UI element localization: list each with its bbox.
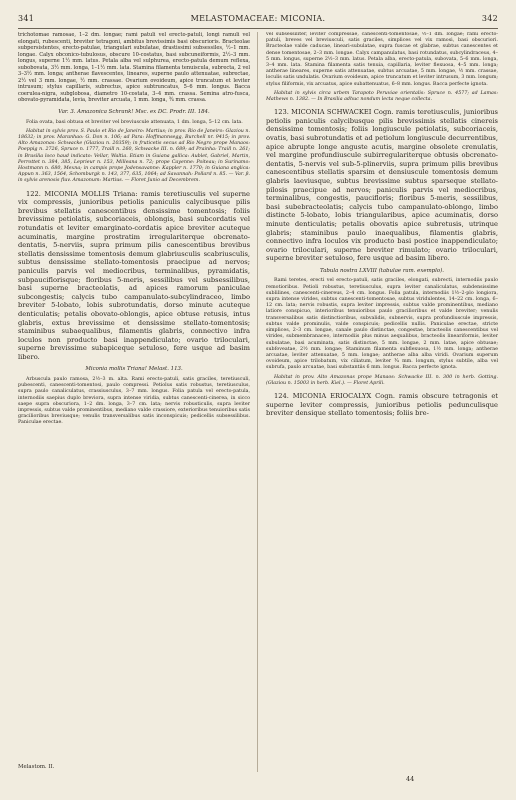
species-synonym: Miconia mollis Triana! Melast. 113. xyxy=(85,366,183,373)
running-title: MELASTOMACEAE: MICONIA. xyxy=(190,14,326,23)
species-description: Rami teretes, erecti vel erecto-patuli, satis graciles, elongati, subrecti, internodiis paulo remotioribus. Petioli robustus, teretiusculus, supra leviter canaliculatus, subdensissime sublilines, canescenti-cinereus, 2–4 cm. longus. Folia patula, internodiis 1½–2-plo longiora, supra intense virides, subtus canescenti-tomentosae, subtus viridulentes, 14–22 cm. longa, 6–12 cm. lata; nervis robustis, supra leviter impressis, subtus valde prominentibus, mediano latiore conspicuo, interioribus tenuioribus paulo gracilioribus et valde breviter; venulis transversalibus satis distinctioribus, subvalidis, subnervis, supra profundiuscule impressis, subtus valde prominulis, valde conspicuis; pedicellis nullis. Paniculae erectae, stricte simplices, 2–3 cm. longae, canale paulo distinctae, congestae, bracteolis canescentibus vel virides, submembranaceo, internodiis plus minus aequalibus, bracteolis lineariformis, leviter subulatae, basi acuminata, satis distinctae, 5 mm. longae, 2 mm. latae, apice obtusae; subfoveatae, 2½ mm. longae; Staminum filamenta subflexuosa, 1½ mm. longa; antherae arcuatae, leviter attenuatae, 5 mm. longae; antherae alba alba viridi. Ovarium superum ovoideum, apice trilobatum, vix ciliatum, leviter ¾ mm. longum, stylus subtile, alba vel subrufa, paulo arcuatae, basi substantiis 6 mm. longus. Bacca perfecte ignota. xyxy=(266,278,498,371)
species-description: Arbuscula paulo ramosa, 2½–3 m. alta. Rami erecto-patuli, satis graciles, teretiusculi, pubescenti, canescenti-tomentosi, paulo compressi. Petiolus satis robustus, teretiusculus, supra paulo canaliculatus, crassiusculus, 3–7 mm. longus. Folia patula vel erecto-patula, internodiis saepius duplo breviora, supra intense viridia, subtus canescenti-cinerea, in sicco saepe supra obscuriora, 1–2 dm. longa, 3–7 cm. lata; nervis robusticulis, supra leviter impressis, subtus valde prominentibus, mediano valde crassiore, exterioribus tenuioribus satis gracilioribus breviusque; venulis transversalibus satis inconspicuis; pedicellis subsessilibus. Paniculae erectae. xyxy=(18,377,250,426)
variety-description: Folia ovata, basi obtusa et breviter vel breviuscule attenuata, 1 dm. longa, 5–12 cm. lata. xyxy=(26,119,243,125)
habitat-paragraph: Habitat in sylvis prov. S. Paulo et Rio de Janeiro: Martius; in prov. Rio de Janeiro: Glaziou n. 18632; in prov. Maranhao: G. Don n. 106; ad Para: Hoffmannsegg, Burchell nr. 9415; in prov. Alto Amazonas: Schwacke (Glaziou n. 20359); in fruticetis secus ad Rio Negro prope Manaos: Poeppig n. 2726, Spruce n. 1777, Traill n. 260, Schwacke III. n. 689; ad Prainha: Traill n. 261; in Brasilia loco haud indicato: Vellar, Waltia. Etiam in Guiana gallica: Aublet, Gabriel, Martin, Perrottet n. 384, 385, Leprieur n. 153, Milleana n. 72; prope Cayenne: Poiteau; in Surinamo: Hostmann n. 680, Mexna; in campis prope Jodensavanne: Kappler n. 1770; in Guiana anglica: Appun n. 363, 1564, Schomburgk n. 143, 377, 635, 1064; ad Savannah: Pollard n. 85. — Var. β. in sylvis arenosis fluv. Amazonum: Martius. — Floret Junio ad Decembrem. xyxy=(18,128,250,184)
habitat-paragraph: Habitat in prov. Alto Amazonas prope Manaos: Schwacke III. n. 300 in herb. Gotting. (Glaziou n. 15003 in herb. Kiel.). — Floret Aprili. xyxy=(266,374,498,386)
signature-number: 44 xyxy=(406,775,415,783)
running-header xyxy=(18,14,498,28)
species-diagnosis: 122. MICONIA MOLLIS Triana: ramis teretiusculis vel superne vix compressis, junioribus petiolis paniculis calycibusque pilis brevibus stellatis canescentibus densissime tomentosis; foliis brevissime petiolatis, subcoriaceis, oblongis, basi subcordatis vel rotundatis et leviter emarginato-cordatis apice breviter acuteque acuminatis, margine prostratim irregulariterque obcrenato-dentatis, 5-nerviis, supra primum pilis canescentibus brevibus stellatis densissime tomentosis demum glabriusculis scabriusculis, subtus densissime stellato-tomentosis praecipue ad nervos; paniculis parvis vel mediocribus, terminalibus, pyramidatis, subpauciflorisque; floribus 5-meris, sessilibus vel subsessilibus, basi superne bracteolatis, ad apices ramorum paniculae subcongestis; calycis tubo campanulato-subcylindraceo, limbo breviter 5-lobato, lobis subrotundatis, dorso minute acuteque denticulatis; petalis obovato-oblongis, apice obtuse retusis, intus glabris, extus brevissime et densissime stellato-tomentosis; staminibus subaequalibus, filamentis glabris, connectivo infra loculos non producto basi inappendiculato; ovario triloculari, superne brevissime subapiceque setuloso, fere usque ad basim libero. xyxy=(18,189,250,361)
right-page-number: 342 xyxy=(481,14,498,23)
description-continued: vel subsessiliter, leviter compressae, canescenti-tomentosae, ½–1 dm. longae; rami erecto-patuli, breves vel breviusculi, satis graciles, simplices vel vix ramosi, basi obscuriori. Bracteolae valde caducae, lineari-subulatae, supra fuscae et glabrae, subtus canescentes et dense tomentosae, 2–3 mm. longae. Calyx campanulatus, basi rotundatus, subcylindraceus, 4–5 mm. longus, superne 2½–3 mm. latus. Petala alba, erecto-patula, subovata, 5–6 mm. longa, 3–4 mm. lata. Stamina filamenta satis tenuia, capillaria, leviter flexuosa, 4–5 mm. longa; antherae lineares, superne satis attenuatae, subtus arcuatae, 5 mm. longae, ½ mm. crassae, loculis satis undulatis. Ovarium ovoideum, apice truncatum et leviter intrusum, 3 mm. longum; stylus filiformis, vix arcuatus, apice subattenuatus, 6–8 mm. longus. Bacca perfecte ignota. xyxy=(266,32,498,87)
right-column xyxy=(266,32,498,787)
habitat-paragraph: Habitat in sylvis circa urbem Tarapoto Peruviae orientalis: Spruce n. 4577; ad Lamas: Mathews n. 1382. — In Brasilia adhuc nondum lecta neque collecta. xyxy=(266,90,498,103)
column-divider xyxy=(257,32,258,772)
variety-heading: Var. 3. Amazonica Schrank! Msc. ex DC. Prodr. III. 184. xyxy=(58,109,210,116)
page-signature: Melastom. II. xyxy=(18,764,55,770)
left-column xyxy=(18,32,250,787)
left-page-number: 341 xyxy=(18,14,35,23)
species-diagnosis: 124. MICONIA ERIOCALYX Cogn. ramis obscure tetragonis et superne leviter compressis, junioribus petiolis pedunculisque breviter densique stellato tomentosis; foliis bre- xyxy=(266,391,498,418)
description-paragraph: trichotomae ramosae, 1–2 dm. longae; rami patuli vel erecto-patuli, longi ramuli vel elongati, rubescenti, breviter tetragoni, ambitus brevissimis basi obscurioris. Bracteolae subpersistentes, erecto-patulae, triangulari subulatae, drastissimi subsessiles, ½–1 mm. longae. Calyx obconico-tubulosus, obscure 10-costatus, basi subcuneiformis, 2½–3 mm. longus, superne 1½ mm. latus. Petala alba vel sulphurea, erecto-patula demum reflexa, subobovata, 3½ mm. longa, 1–1½ mm. lata. Stamina filamenta tenuiscula, subrecta, 2 vel 3–3½ mm. longa; antherae flavescentes, lineares, superne paulo attenuatae, subrectae, 2½ vel 3 mm. longae, ½ mm. crassae. Ovarium ovoideum, apice truncatum et leviter intrusum; stylus capillaris, subrectus, apice subtruncatus, 5–6 mm. longus. Bacca coerulea-nigra, subglobosa, diametro 10-costata, 3–4 mm. crassa. Semina atro-fusca, obovato-pyramidata, levia, breviter arcuata, 1 mm. longa, ¾ mm. crassa. xyxy=(18,32,250,104)
header-rule xyxy=(18,28,498,29)
plate-reference: Tabula nostra LXVIII (tabulae ram. exemplo). xyxy=(320,267,444,274)
species-diagnosis: 123. MICONIA SCHWACKEI Cogn. ramis teretiusculis, junioribus petiolis paniculis calycibusque pilis brevissimis stellatis cinereis densissime tomentosis; foliis longiuscule petiolatis, subcoriaceis, ovatis, basi subrotundatis et ad petiolum longiuscule decurrentibus, apice abrupte longe anguste acutis, margine obsolete crenulatis, vel margine profundiuscule subirregulariterque obtusis obcrenato-dentatis, 5-nervis vel sub-5-plinerviis, supra primum pilis brevibus canescentibus stellatis sparsim et densiuscule tomentosis demum glabris laeviusque, subtus brevissime subtus sparseque stellato-pilosis praecipue ad nervos; paniculis parvis vel mediocribus, terminalibus, congestis, paucifloris; floribus 5-meris, sessilibus, basi subebracteolatis; calycis tubo campanulato-oblongo, limbo distincte 5-lobato, lobis triangularibus, apice acuminatis, dorso minute denticulatis; petalis obovatis apice subretusis, utrinque glabris; staminibus paulo inaequalibus, filamentis glabris, connectivo infra loculos vix producto basi postice inappendiculato; ovario triloculari, superne breviter rimulato; ovario triloculari, superne breviter setuloso, fere usque ad basim libero. xyxy=(266,108,498,263)
